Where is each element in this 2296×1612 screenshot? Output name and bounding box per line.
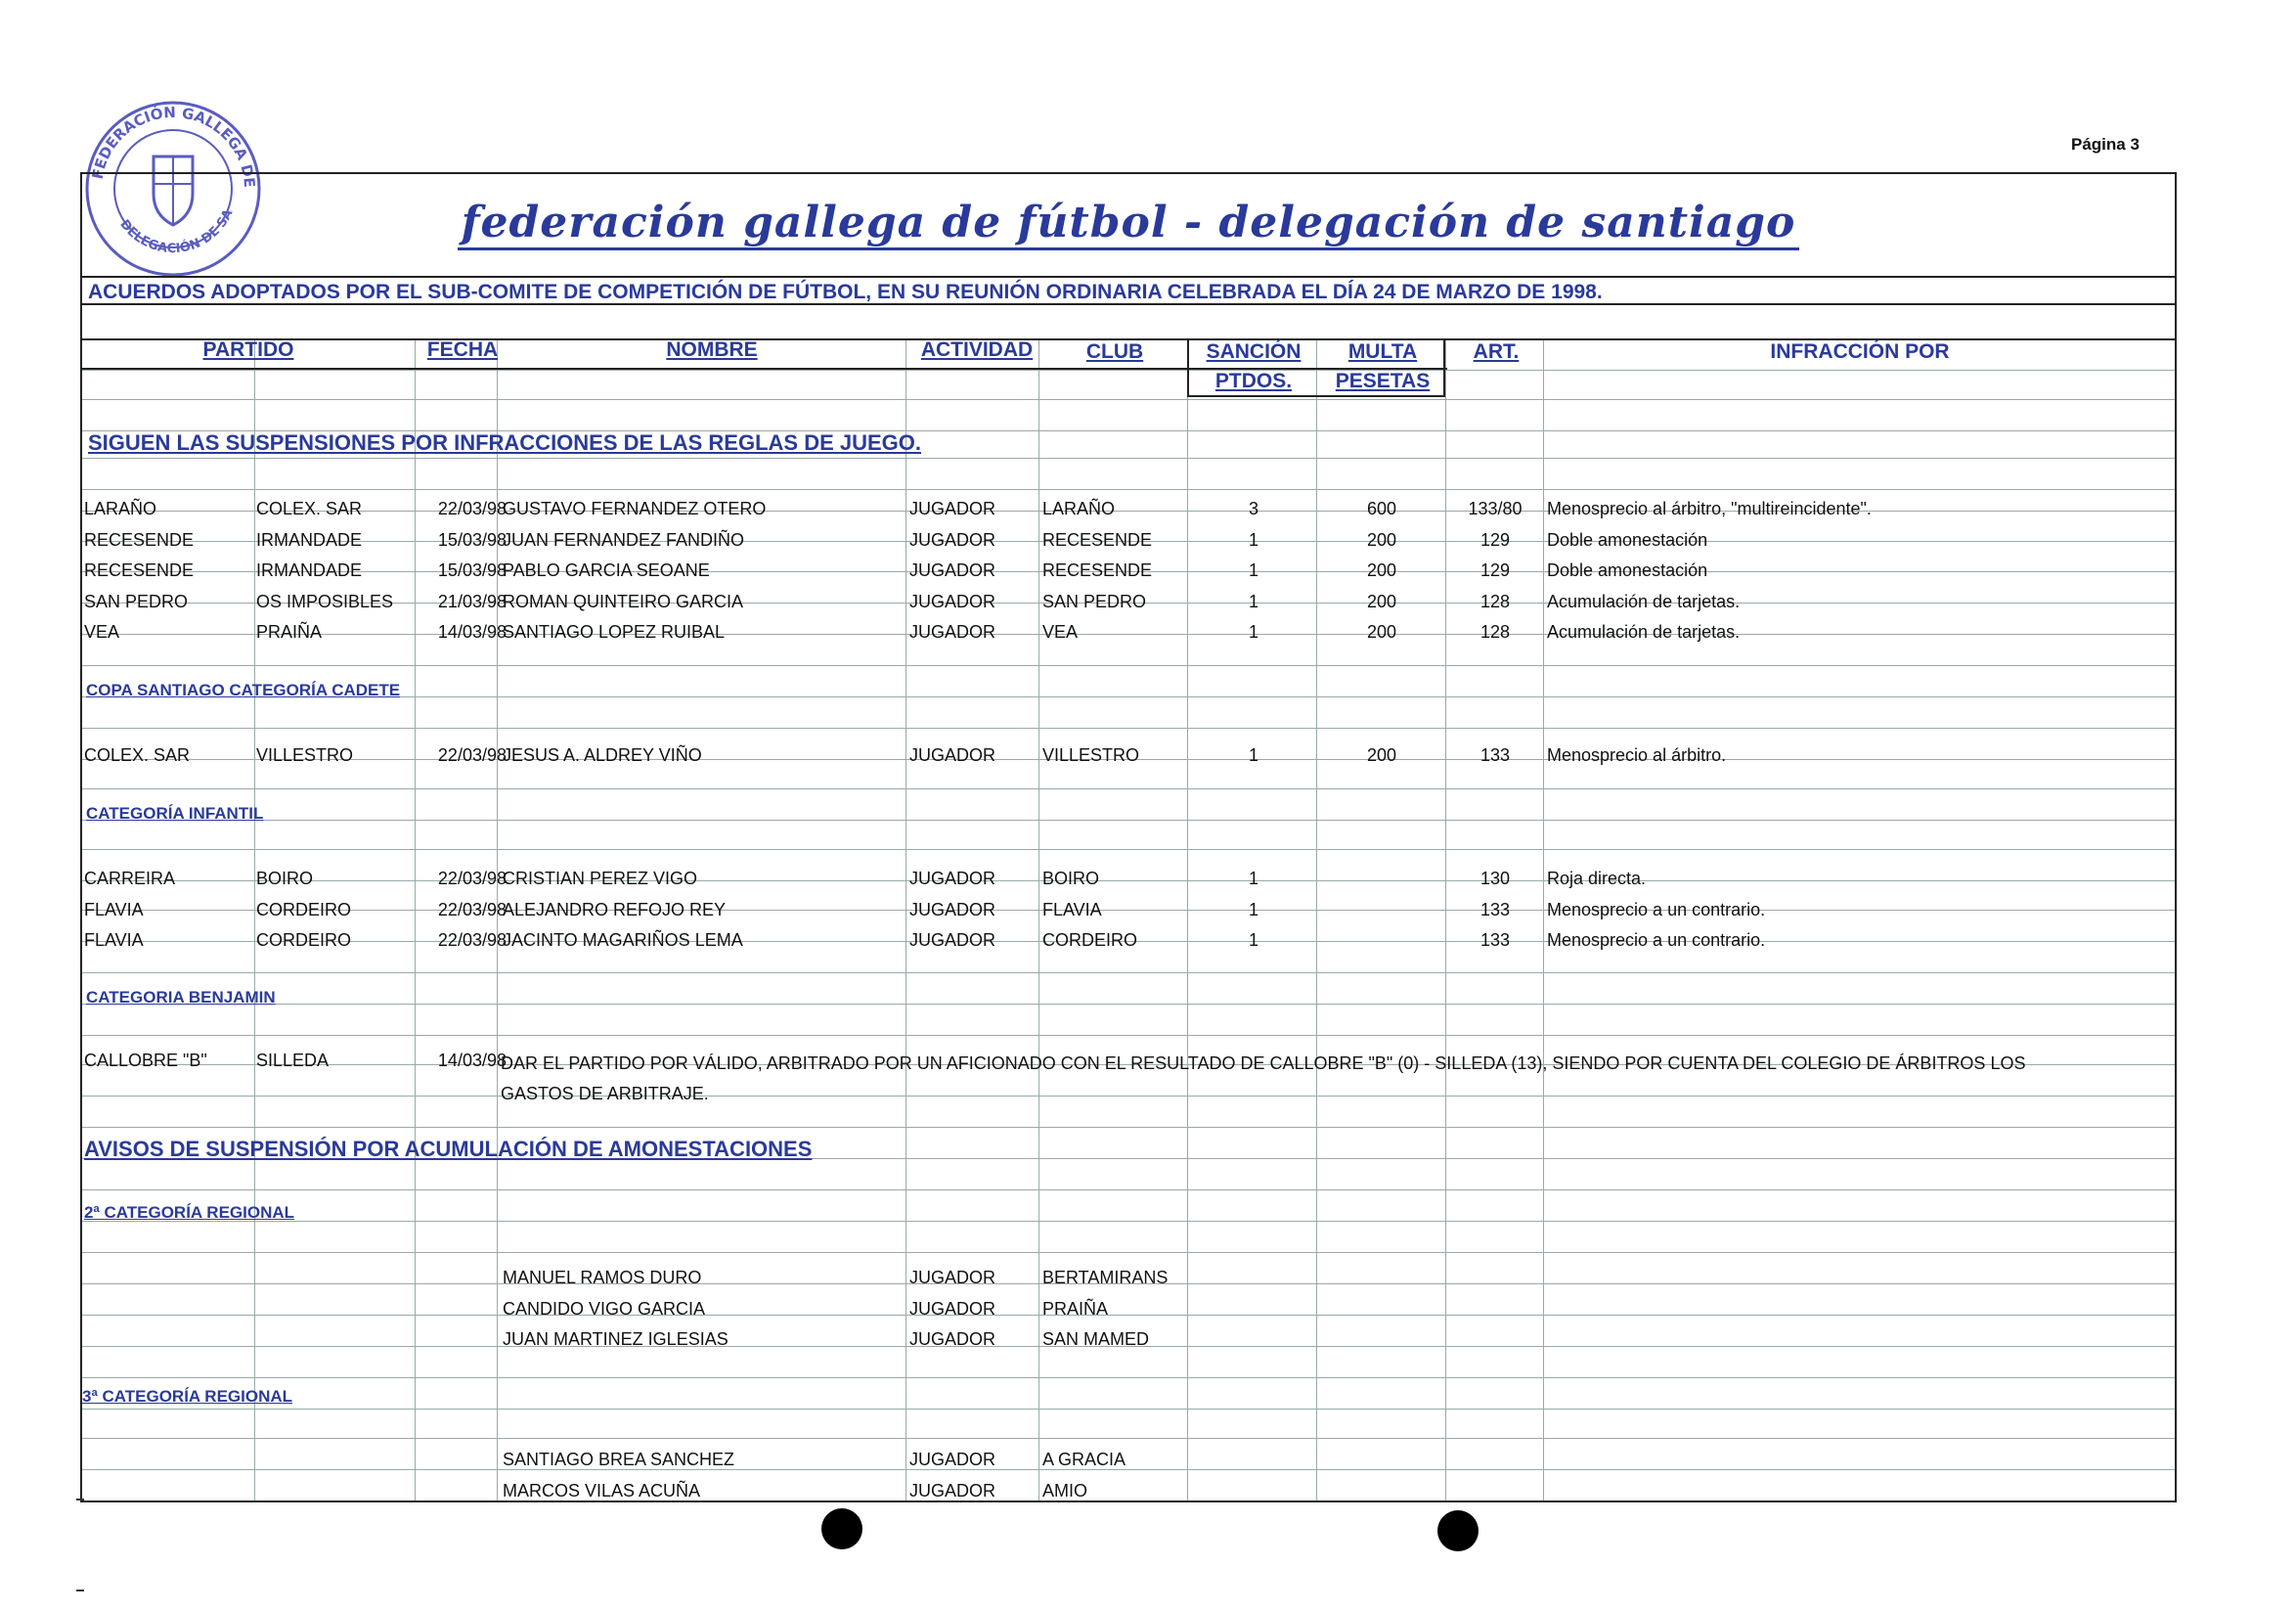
grid-row-line xyxy=(82,370,2175,371)
cell-fecha: 22/03/98 xyxy=(437,930,507,950)
grid-row-line xyxy=(82,665,2175,666)
cell-club: AMIO xyxy=(1042,1481,1088,1500)
cell-actividad: JUGADOR xyxy=(909,560,996,580)
cell-nombre: ROMAN QUINTEIRO GARCIA xyxy=(503,592,744,611)
cell-art: 129 xyxy=(1479,530,1511,550)
cell-sancion: 1 xyxy=(1248,592,1258,611)
grid-row-line xyxy=(82,910,2175,911)
cell-nombre: MANUEL RAMOS DURO xyxy=(503,1268,702,1287)
header-nombre: NOMBRE xyxy=(666,338,758,361)
acuerdos-heading: ACUERDOS ADOPTADOS POR EL SUB-COMITE DE COMPETICIÓN DE FÚTBOL, EN SU REUNIÓN ORDINARIA CELEBRADA EL DÍA 24 DE MARZO DE 1998. xyxy=(82,276,2175,305)
section-infantil: CATEGORÍA INFANTIL xyxy=(86,804,264,823)
benjamin-text-line1: DAR EL PARTIDO POR VÁLIDO, ARBITRADO POR UN AFICIONADO CON EL RESULTADO DE CALLOBRE "B" (0) - SILLEDA (13), SIENDO POR CUENTA DEL COLEGIO DE ÁRBITROS LOS xyxy=(501,1053,2026,1073)
header-fecha: FECHA xyxy=(426,338,499,361)
cell-actividad: JUGADOR xyxy=(909,592,996,611)
cell-actividad: JUGADOR xyxy=(909,900,996,919)
cell-p2: VILLESTRO xyxy=(256,745,354,765)
grid-column-line xyxy=(1038,338,1039,1502)
cell-club: RECESENDE xyxy=(1042,560,1153,580)
cell-nombre: ALEJANDRO REFOJO REY xyxy=(503,900,727,919)
section-copa-cadete: COPA SANTIAGO CATEGORÍA CADETE xyxy=(86,681,401,699)
cell-actividad: JUGADOR xyxy=(909,745,996,765)
grid-row-line xyxy=(82,1004,2175,1005)
cell-p2: IRMANDADE xyxy=(256,530,363,550)
header-sancion: SANCIÓN xyxy=(1206,340,1302,363)
cell-sancion: 3 xyxy=(1248,499,1258,518)
cell-art: 133 xyxy=(1479,900,1511,919)
cell-actividad: JUGADOR xyxy=(909,1450,996,1469)
cell-infraccion: Menosprecio al árbitro. xyxy=(1547,745,1727,765)
cell-p2: CORDEIRO xyxy=(256,930,352,950)
grid-row-line xyxy=(82,1096,2175,1097)
benjamin-fecha: 14/03/98 xyxy=(437,1051,507,1070)
punch-hole-left xyxy=(821,1508,862,1549)
grid-column-line xyxy=(415,338,416,1502)
cell-nombre: SANTIAGO LOPEZ RUIBAL xyxy=(503,622,726,642)
cell-club: A GRACIA xyxy=(1042,1450,1126,1469)
cell-infraccion: Doble amonestación xyxy=(1547,530,1708,550)
header-actividad: ACTIVIDAD xyxy=(920,338,1034,361)
cell-infraccion: Acumulación de tarjetas. xyxy=(1547,592,1741,611)
cell-actividad: JUGADOR xyxy=(909,1481,996,1500)
cell-infraccion: Menosprecio al árbitro, "multireincidente". xyxy=(1547,499,1872,518)
cell-fecha: 14/03/98 xyxy=(437,622,507,642)
cell-actividad: JUGADOR xyxy=(909,1268,996,1287)
grid-row-line xyxy=(82,489,2175,490)
scan-speck xyxy=(76,1590,84,1591)
cell-fecha: 22/03/98 xyxy=(437,900,507,919)
cell-sancion: 1 xyxy=(1248,869,1258,888)
cell-club: SAN PEDRO xyxy=(1042,592,1147,611)
grid-row-line xyxy=(82,634,2175,635)
cell-multa: 200 xyxy=(1366,530,1397,550)
cell-nombre: CANDIDO VIGO GARCIA xyxy=(503,1299,706,1319)
cell-club: VILLESTRO xyxy=(1042,745,1140,765)
grid-row-line xyxy=(82,1189,2175,1190)
cell-fecha: 15/03/98 xyxy=(437,560,507,580)
section-reg3: 3ª CATEGORÍA REGIONAL xyxy=(82,1387,293,1406)
cell-actividad: JUGADOR xyxy=(909,622,996,642)
cell-p2: BOIRO xyxy=(256,869,314,888)
grid-row-line xyxy=(82,1127,2175,1128)
cell-nombre: CRISTIAN PEREZ VIGO xyxy=(503,869,698,888)
cell-actividad: JUGADOR xyxy=(909,1329,996,1349)
cell-art: 133 xyxy=(1479,930,1511,950)
grid-row-line xyxy=(82,1469,2175,1470)
grid-row-line xyxy=(82,880,2175,881)
cell-p1: RECESENDE xyxy=(84,530,195,550)
cell-actividad: JUGADOR xyxy=(909,1299,996,1319)
cell-multa: 200 xyxy=(1366,592,1397,611)
cell-p2: PRAIÑA xyxy=(256,622,323,642)
cell-nombre: MARCOS VILAS ACUÑA xyxy=(503,1481,701,1500)
cell-fecha: 22/03/98 xyxy=(437,745,507,765)
cell-multa: 200 xyxy=(1366,622,1397,642)
cell-nombre: JESUS A. ALDREY VIÑO xyxy=(503,745,702,765)
cell-sancion: 1 xyxy=(1248,560,1258,580)
cell-art: 128 xyxy=(1479,592,1511,611)
cell-sancion: 1 xyxy=(1248,930,1258,950)
cell-club: BERTAMIRANS xyxy=(1042,1268,1169,1287)
cell-art: 128 xyxy=(1479,622,1511,642)
cell-actividad: JUGADOR xyxy=(909,499,996,518)
cell-fecha: 15/03/98 xyxy=(437,530,507,550)
cell-nombre: PABLO GARCIA SEOANE xyxy=(503,560,710,580)
cell-nombre: GUSTAVO FERNANDEZ OTERO xyxy=(503,499,767,518)
cell-club: CORDEIRO xyxy=(1042,930,1138,950)
grid-row-line xyxy=(82,1409,2175,1410)
cell-infraccion: Doble amonestación xyxy=(1547,560,1708,580)
grid-row-line xyxy=(82,1438,2175,1439)
cell-nombre: JACINTO MAGARIÑOS LEMA xyxy=(503,930,743,950)
grid-row-line xyxy=(82,399,2175,400)
benjamin-p2: SILLEDA xyxy=(256,1051,330,1070)
cell-p1: CARREIRA xyxy=(84,869,176,888)
cell-club: SAN MAMED xyxy=(1042,1329,1150,1349)
cell-p1: SAN PEDRO xyxy=(84,592,189,611)
cell-club: RECESENDE xyxy=(1042,530,1153,550)
grid-row-line xyxy=(82,820,2175,821)
section-avisos: AVISOS DE SUSPENSIÓN POR ACUMULACIÓN DE AMONESTACIONES xyxy=(84,1137,813,1161)
cell-actividad: JUGADOR xyxy=(909,530,996,550)
cell-sancion: 1 xyxy=(1248,745,1258,765)
cell-sancion: 1 xyxy=(1248,622,1258,642)
cell-infraccion: Menosprecio a un contrario. xyxy=(1547,930,1766,950)
cell-multa: 600 xyxy=(1366,499,1397,518)
cell-multa: 200 xyxy=(1366,560,1397,580)
cell-art: 133/80 xyxy=(1468,499,1523,518)
cell-p2: OS IMPOSIBLES xyxy=(256,592,394,611)
cell-club: VEA xyxy=(1042,622,1079,642)
seal-text-top: FEDERACIÓN GALLEGA DE xyxy=(88,103,259,189)
cell-fecha: 22/03/98 xyxy=(437,869,507,888)
scan-speck xyxy=(76,1499,84,1500)
cell-infraccion: Menosprecio a un contrario. xyxy=(1547,900,1766,919)
grid-column-line xyxy=(1187,338,1188,1502)
punch-hole-right xyxy=(1437,1510,1479,1551)
cell-sancion: 1 xyxy=(1248,530,1258,550)
cell-fecha: 22/03/98 xyxy=(437,499,507,518)
grid-row-line xyxy=(82,1377,2175,1378)
header-ptdos: PTDOS. xyxy=(1214,370,1293,392)
cell-club: PRAIÑA xyxy=(1042,1299,1109,1319)
header-multa: MULTA xyxy=(1347,340,1418,363)
cell-infraccion: Acumulación de tarjetas. xyxy=(1547,622,1741,642)
cell-art: 133 xyxy=(1479,745,1511,765)
grid-column-line xyxy=(1543,338,1544,1502)
grid-column-line xyxy=(905,338,906,1502)
cell-p2: CORDEIRO xyxy=(256,900,352,919)
grid-row-line xyxy=(82,972,2175,973)
section-benjamin: CATEGORIA BENJAMIN xyxy=(86,988,276,1007)
grid-column-line xyxy=(1316,338,1317,1502)
cell-infraccion: Roja directa. xyxy=(1547,869,1647,888)
cell-actividad: JUGADOR xyxy=(909,930,996,950)
section-reg2: 2ª CATEGORÍA REGIONAL xyxy=(84,1203,295,1222)
cell-fecha: 21/03/98 xyxy=(437,592,507,611)
cell-p1: LARAÑO xyxy=(84,499,157,518)
grid-column-line xyxy=(254,338,255,1502)
header-infraccion: INFRACCIÓN POR xyxy=(1770,340,1950,363)
grid-row-line xyxy=(82,849,2175,850)
section-siguen: SIGUEN LAS SUSPENSIONES POR INFRACCIONES DE LAS REGLAS DE JUEGO. xyxy=(88,430,922,455)
cell-p2: IRMANDADE xyxy=(256,560,363,580)
header-art: ART. xyxy=(1473,340,1520,363)
cell-p1: FLAVIA xyxy=(84,930,144,950)
grid-row-line xyxy=(82,1221,2175,1222)
title-text: federación gallega de fútbol - delegación de santiago xyxy=(458,198,1800,250)
cell-p1: FLAVIA xyxy=(84,900,144,919)
cell-club: BOIRO xyxy=(1042,869,1100,888)
header-partido: PARTIDO xyxy=(202,338,294,361)
cell-p2: COLEX. SAR xyxy=(256,499,363,518)
header-pesetas: PESETAS xyxy=(1335,370,1431,392)
cell-art: 129 xyxy=(1479,560,1511,580)
grid-row-line xyxy=(82,788,2175,789)
cell-p1: RECESENDE xyxy=(84,560,195,580)
grid-row-line xyxy=(82,1315,2175,1316)
cell-art: 130 xyxy=(1479,869,1511,888)
benjamin-p1: CALLOBRE "B" xyxy=(84,1051,207,1070)
cell-actividad: JUGADOR xyxy=(909,869,996,888)
cell-club: FLAVIA xyxy=(1042,900,1102,919)
cell-p1: COLEX. SAR xyxy=(84,745,191,765)
cell-nombre: SANTIAGO BREA SANCHEZ xyxy=(503,1450,735,1469)
grid-column-line xyxy=(1445,338,1446,1502)
cell-p1: VEA xyxy=(84,622,120,642)
grid-row-line xyxy=(82,1500,2175,1501)
cell-nombre: JUAN MARTINEZ IGLESIAS xyxy=(503,1329,729,1349)
document-title xyxy=(82,198,2175,247)
cell-nombre: JUAN FERNANDEZ FANDIÑO xyxy=(503,530,745,550)
header-club: CLUB xyxy=(1085,340,1144,363)
grid-row-line xyxy=(82,1035,2175,1036)
grid-row-line xyxy=(82,1252,2175,1253)
cell-multa: 200 xyxy=(1366,745,1397,765)
seal-text-bottom: DELEGACIÓN DE SA xyxy=(116,206,237,257)
cell-sancion: 1 xyxy=(1248,900,1258,919)
benjamin-text-line2: GASTOS DE ARBITRAJE. xyxy=(501,1084,709,1103)
grid-row-line xyxy=(82,728,2175,729)
grid-row-line xyxy=(82,458,2175,459)
cell-club: LARAÑO xyxy=(1042,499,1116,518)
document-frame xyxy=(80,172,2177,1502)
page-number: Página 3 xyxy=(2071,135,2140,154)
